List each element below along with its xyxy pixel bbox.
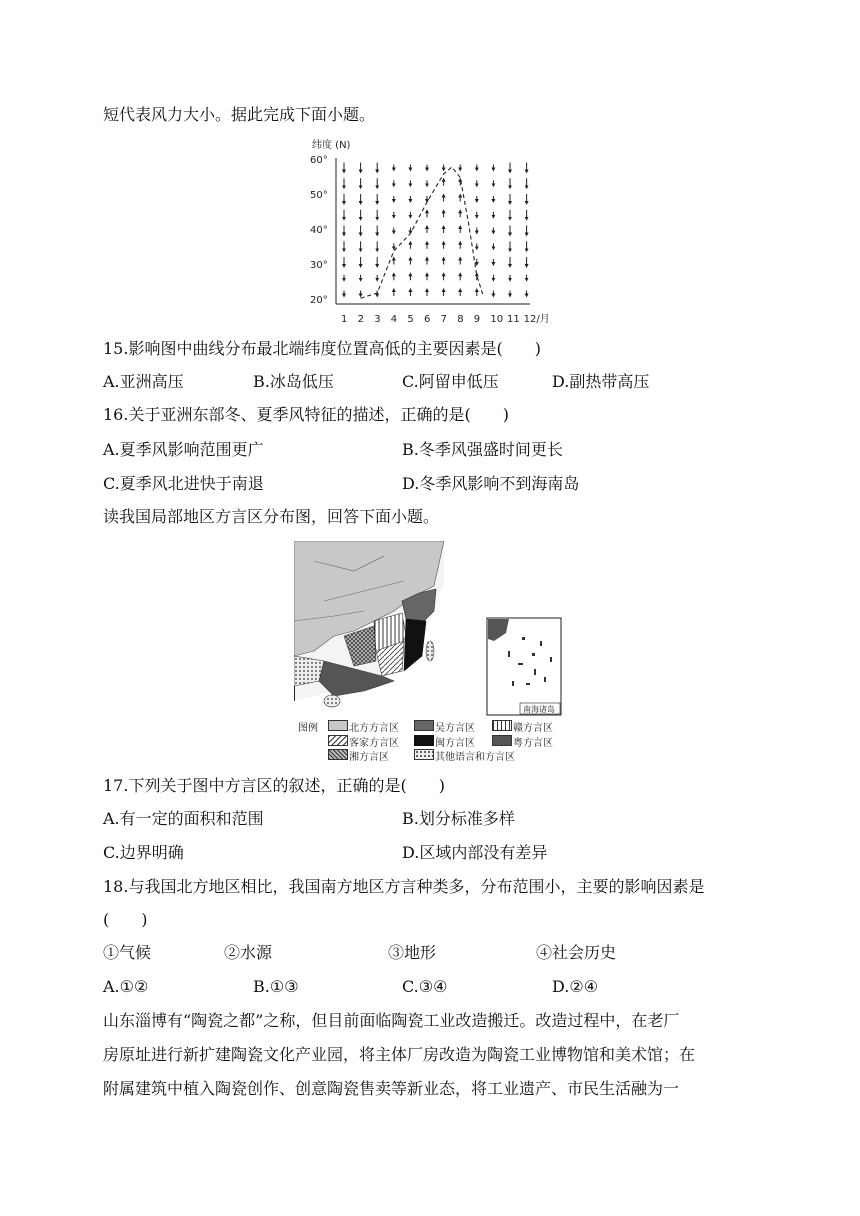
intro-text: 短代表风力大小。据此完成下面小题。 — [103, 105, 376, 124]
q17-option-b[interactable]: B.划分标准多样 — [402, 809, 515, 828]
legend-label-north: 北方方言区 — [349, 723, 399, 734]
q18-factor-3: ③地形 — [388, 943, 437, 962]
wind-boundary-curve — [361, 167, 484, 298]
x-tick-label: 9 — [473, 314, 481, 325]
legend-swatch-other — [414, 749, 434, 760]
q15-option-a[interactable]: A.亚洲高压 — [103, 372, 184, 391]
q15-option-b[interactable]: B.冰岛低压 — [253, 372, 334, 391]
q15-stem: 15.影响图中曲线分布最北端纬度位置高低的主要因素是( ) — [103, 339, 541, 358]
q18-answer-paren: ( ) — [103, 910, 148, 929]
legend-swatch-wu — [414, 720, 434, 731]
legend-swatch-north — [328, 720, 348, 731]
q17-option-a[interactable]: A.有一定的面积和范围 — [103, 809, 264, 828]
y-tick-label: 30° — [310, 260, 328, 271]
q18-factor-2: ②水源 — [224, 943, 273, 962]
passage-line: 附属建筑中植入陶瓷创作、创意陶瓷售卖等新业态，将工业遗产、市民生活融为一 — [103, 1079, 680, 1098]
y-tick-label: 50° — [310, 190, 328, 201]
q18-option-d[interactable]: D.②④ — [552, 977, 599, 996]
x-tick-label: 2 — [357, 314, 364, 325]
q15-option-c[interactable]: C.阿留申低压 — [402, 372, 499, 391]
x-tick-label: 7 — [440, 314, 447, 325]
x-tick-label: 10 — [490, 314, 504, 325]
q16-option-b[interactable]: B.冬季风强盛时间更长 — [402, 440, 563, 459]
x-tick-label: 11 — [507, 314, 520, 325]
x-tick-label: 6 — [424, 314, 431, 325]
q17-option-c[interactable]: C.边界明确 — [103, 843, 184, 862]
q18-option-c[interactable]: C.③④ — [402, 977, 448, 996]
q15-option-d[interactable]: D.副热带高压 — [552, 372, 650, 391]
x-tick-label: 12/月 — [523, 314, 550, 325]
y-tick-label: 60° — [310, 155, 328, 166]
legend-label-other: 其他语言和方言区 — [435, 752, 515, 763]
map-intro: 读我国局部地区方言区分布图，回答下面小题。 — [103, 507, 440, 526]
legend-swatch-min — [414, 735, 434, 746]
legend-title: 图例 — [298, 723, 318, 734]
q18-factor-1: ①气候 — [103, 943, 152, 962]
q16-option-a[interactable]: A.夏季风影响范围更广 — [103, 440, 264, 459]
inset-label: 南海诸岛 — [523, 705, 555, 714]
legend-label-yue: 粤方言区 — [513, 738, 553, 749]
legend-swatch-hakka — [328, 735, 348, 746]
q17-option-d[interactable]: D.区域内部没有差异 — [402, 843, 548, 862]
legend-label-min: 闽方言区 — [435, 738, 475, 749]
legend-label-gan: 赣方言区 — [513, 723, 553, 734]
legend-swatch-xiang — [328, 749, 348, 760]
q18-option-b[interactable]: B.①③ — [253, 977, 299, 996]
x-tick-label: 4 — [390, 314, 398, 325]
q17-stem: 17.下列关于图中方言区的叙述，正确的是( ) — [103, 776, 445, 795]
legend-label-wu: 吴方言区 — [435, 723, 475, 734]
q18-stem: 18.与我国北方地区相比，我国南方地区方言种类多，分布范围小，主要的影响因素是 — [103, 877, 705, 896]
x-tick-label: 1 — [341, 314, 348, 325]
q16-stem: 16.关于亚洲东部冬、夏季风特征的描述，正确的是( ) — [103, 405, 509, 424]
q18-factor-4: ④社会历史 — [536, 943, 617, 962]
q16-option-d[interactable]: D.冬季风影响不到海南岛 — [402, 474, 580, 493]
y-tick-label: 20° — [310, 295, 328, 306]
legend-swatch-yue — [492, 735, 512, 746]
map-legend — [298, 718, 564, 762]
legend-label-hakka: 客家方言区 — [349, 738, 399, 749]
y-tick-label: 40° — [310, 225, 328, 236]
q16-option-c[interactable]: C.夏季风北进快于南退 — [103, 474, 264, 493]
q18-option-a[interactable]: A.①② — [103, 977, 149, 996]
legend-label-xiang: 湘方言区 — [349, 752, 389, 763]
x-tick-label: 5 — [407, 314, 414, 325]
x-tick-label: 3 — [374, 314, 381, 325]
x-tick-label: 8 — [457, 314, 464, 325]
dialect-map — [294, 541, 562, 716]
passage-line: 房原址进行新扩建陶瓷文化产业园，将主体厂房改造为陶瓷工业博物馆和美术馆；在 — [103, 1045, 696, 1064]
legend-swatch-gan — [492, 720, 512, 731]
wind-chart — [300, 136, 560, 330]
y-axis-label: 纬度 (N) — [312, 140, 351, 151]
passage-line: 山东淄博有“陶瓷之都”之称，但目前面临陶瓷工业改造搬迁。改造过程中，在老厂 — [103, 1011, 680, 1030]
